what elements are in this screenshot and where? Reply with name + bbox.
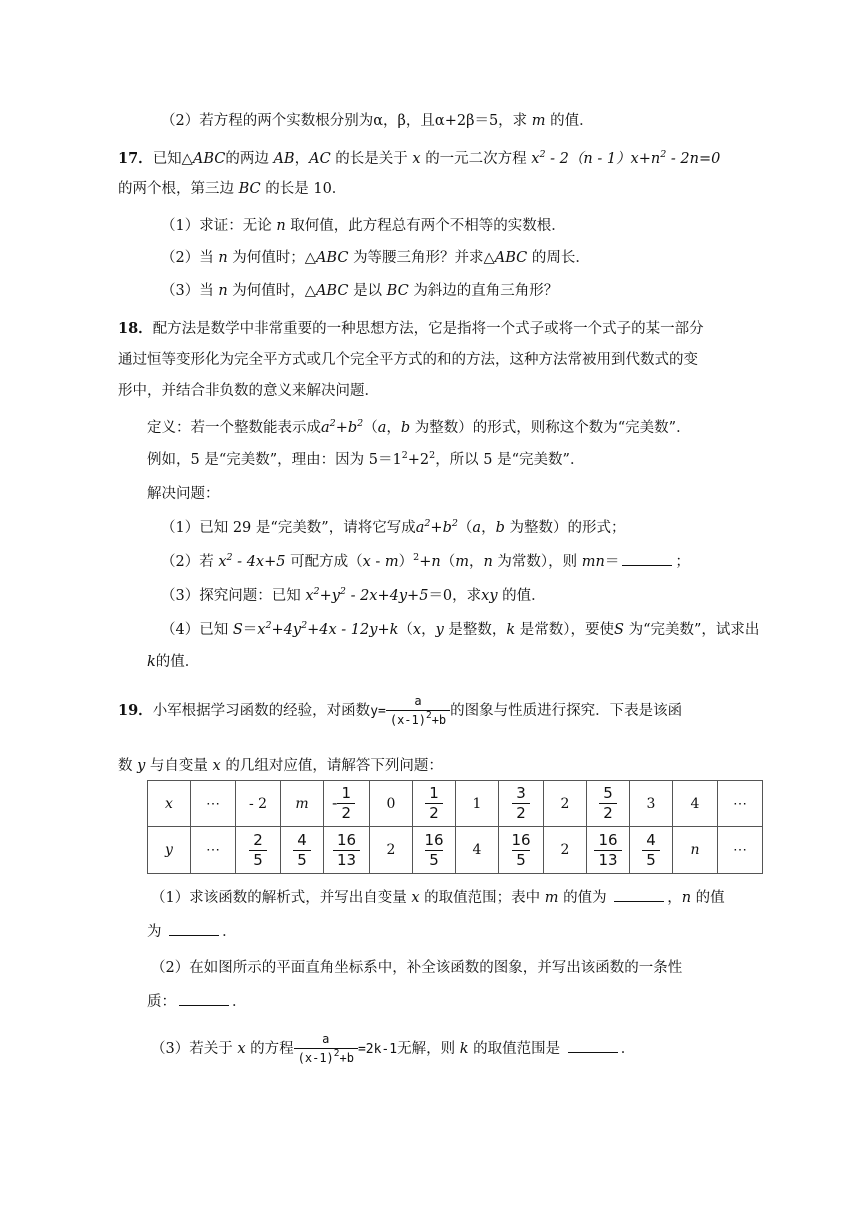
- q17-equation: $x^2 - 2(n - 1)x+n^2 - 2n=0$: [531, 149, 721, 167]
- q18-text: （4）已知: [161, 622, 229, 638]
- q19-text: 的图象与性质进行探究．下表是该函: [450, 703, 683, 719]
- q17-text: 为等腰三角形？并求△: [353, 250, 495, 266]
- q19-eq-rhs: =2k-1: [357, 1042, 398, 1057]
- table-row-y: [148, 827, 763, 874]
- table-cell: ⋯: [191, 827, 236, 874]
- q17-text: 的周长．: [531, 250, 590, 266]
- q19-text: 为: [147, 924, 162, 940]
- q18-number: 18．: [118, 320, 153, 337]
- q18-expr-a2b2: $a^2+b^2$: [321, 418, 364, 436]
- q17-abc: ABC: [315, 283, 349, 299]
- fraction: $\frac{3}{2}$: [512, 785, 530, 822]
- q19-part1: （1）求该函数的解析式，并写出自变量 x 的取值范围；表中 m 的值为 ，n 的值: [151, 890, 725, 906]
- q19-text: （1）求该函数的解析式，并写出自变量: [151, 890, 407, 906]
- q19-text: 的几组对应值，请解答下列问题：: [225, 758, 443, 774]
- table-cell: - 2: [236, 781, 281, 827]
- q17-bc: BC: [238, 181, 261, 197]
- answer-blank: [169, 923, 219, 936]
- q18-text: 解决问题：: [147, 486, 220, 502]
- q17-abc: ABC: [192, 151, 226, 167]
- q19-line2: 数 y 与自变量 x 的几组对应值，请解答下列问题：: [118, 758, 443, 774]
- table-cell: [236, 827, 281, 874]
- q17-ac: AC: [309, 151, 331, 167]
- q17-line1: [118, 149, 720, 169]
- fraction: $\frac{1}{2}$: [337, 785, 355, 822]
- q19-text: 与自变量: [149, 758, 208, 774]
- answer-blank: [568, 1040, 618, 1053]
- fraction: $\frac{4}{5}$: [293, 832, 311, 869]
- q18-text: 为“完美数”，试求出: [628, 622, 760, 638]
- q19-func-den: $(x-1)^2+b$: [386, 710, 450, 728]
- table-cell: 1: [456, 781, 499, 827]
- q19-text: ．: [620, 1041, 636, 1057]
- table-cell: [324, 827, 370, 874]
- fraction: $\frac{16}{13}$: [594, 832, 621, 869]
- answer-blank: [614, 889, 664, 902]
- table-cell: ⋯: [191, 781, 236, 827]
- q17-text: 为何值时；△: [232, 250, 316, 266]
- q19-func-fraction: [386, 694, 450, 728]
- q17-n: n: [276, 218, 286, 234]
- q19-text: ．: [222, 924, 237, 940]
- q17-text: 为何值时，△: [232, 283, 316, 299]
- q18-line1: [118, 319, 704, 339]
- table-cell-label: x: [148, 781, 191, 827]
- q17-abc: ABC: [494, 250, 528, 266]
- q16-var-m: m: [531, 113, 546, 129]
- q17-number: 17．: [118, 150, 153, 167]
- q16-part2-end: 的值．: [550, 113, 594, 129]
- table-cell: 2: [544, 781, 587, 827]
- q19-text: ．: [232, 994, 247, 1010]
- q17-bc: BC: [386, 283, 409, 299]
- answer-blank: [622, 553, 672, 566]
- table-row-x: [148, 781, 763, 827]
- q18-part2: （2）若 $x^2 - 4x+5$ 可配方成（x - m）$^2$+n（m，n 为常数），则 mn＝ ；: [161, 552, 690, 570]
- table-cell: ⋯: [718, 781, 763, 827]
- q17-comma: ，: [294, 151, 310, 167]
- q19-part2: [151, 958, 682, 978]
- q19-text: 无解，则: [397, 1041, 456, 1057]
- q19-number: 19．: [118, 702, 153, 719]
- q17-text: 的两边: [225, 151, 269, 167]
- table-cell: 3: [630, 781, 673, 827]
- q17-part2: [161, 248, 590, 268]
- q19-text: 的值为: [563, 890, 607, 906]
- q17-x: x: [412, 151, 421, 167]
- q19-text: （3）若关于: [151, 1041, 233, 1057]
- q17-part1: [161, 216, 566, 236]
- q19-text: （2）在如图所示的平面直角坐标系中，补全该函数的图象，并写出该函数的一条性: [151, 960, 683, 976]
- q19-part3: （3）若关于 x 的方程 $\frac{a}{(x-1)^2+b}$ =2k-1无解，则 k 的取值范围是 ．: [151, 1032, 636, 1065]
- q18-text: 可配方成（: [290, 554, 363, 570]
- table-cell: [281, 827, 324, 874]
- q17-text: 已知△: [152, 151, 193, 167]
- q18-part3: （3）探究问题：已知 $x^2+y^2 - 2x+4y+5=0$，求xy 的值．: [161, 586, 546, 604]
- q19-func-lhs: y=: [370, 704, 386, 719]
- table-cell: [499, 781, 544, 827]
- table-cell: 2: [370, 827, 413, 874]
- fraction: $\frac{2}{5}$: [249, 832, 267, 869]
- q18-text: 为常数），则: [497, 554, 578, 570]
- q19-part2-cont: [147, 992, 247, 1012]
- q18-text: ＝0，求: [428, 588, 482, 604]
- q18-text: ＝: [604, 554, 620, 570]
- table-cell: m: [281, 781, 324, 827]
- q19-text: 质：: [147, 994, 176, 1010]
- q18-expr-s: S: [232, 622, 243, 638]
- q19-eq-fraction: [294, 1032, 358, 1066]
- q17-abc: ABC: [315, 250, 349, 266]
- table-cell: [499, 827, 544, 874]
- q19-line1: [118, 692, 682, 731]
- table-cell: n: [673, 827, 718, 874]
- fraction: $\frac{4}{5}$: [642, 832, 660, 869]
- q18-text: （: [363, 420, 378, 436]
- q19-text: 的取值范围；表中: [424, 890, 541, 906]
- q19-func-num: a: [414, 694, 422, 708]
- q18-line3: [118, 381, 379, 401]
- q18-expr-a2b2: $a^2+b^2$: [415, 518, 458, 536]
- q18-part4: （4）已知 $S=x^2+4y^2+4x - 12y+k(x$，y 是整数，k 是常数），要使S 为“完美数”，试求出: [161, 620, 760, 638]
- q17-text: 是以: [353, 283, 383, 299]
- q19-text: 的方程: [250, 1041, 294, 1057]
- q18-text: 是整数，: [448, 622, 507, 638]
- fraction: $\frac{1}{2}$: [425, 785, 443, 822]
- table-cell: - $\frac{1}{2}$: [324, 781, 370, 827]
- q18-vars-ab: a: [377, 420, 387, 436]
- table-cell: 4: [673, 781, 718, 827]
- fraction: $\frac{16}{5}$: [424, 830, 444, 869]
- q18-text: 是常数），要使: [519, 622, 615, 638]
- q18-expr-eq: $x^2+y^2 - 2x+4y+5$: [305, 586, 429, 604]
- table-cell: ⋯: [718, 827, 763, 874]
- q18-text: （2）若: [161, 554, 214, 570]
- q17-text: 的两个根，第三边: [118, 181, 234, 197]
- q18-part1: （1）已知 29 是“完美数”，请将它写成$a^2+b^2(a$，b 为整数）的形式；: [161, 518, 626, 536]
- q18-text: 的值．: [502, 588, 546, 604]
- table-cell: [630, 827, 673, 874]
- q18-text: 通过恒等变形化为完全平方式或几个完全平方式的和的方法，这种方法常被用到代数式的变: [118, 352, 698, 368]
- table-cell: 4: [456, 827, 499, 874]
- fraction: $\frac{5}{2}$: [599, 785, 617, 822]
- table-cell: [413, 781, 456, 827]
- fraction: $\frac{16}{5}$: [511, 830, 531, 869]
- q19-eq-den: $(x-1)^2+b$: [294, 1048, 358, 1066]
- values-table: [147, 780, 763, 874]
- q18-text: ；: [675, 554, 690, 570]
- q18-text: （3）探究问题：已知: [161, 588, 301, 604]
- table-cell-label: y: [148, 827, 191, 874]
- answer-blank: [179, 993, 229, 1006]
- q17-ab: AB: [273, 151, 295, 167]
- q18-expr-quad: $x^2 - 4x+5$: [218, 552, 286, 570]
- q17-text: 的一元二次方程: [425, 151, 527, 167]
- q19-text: 小军根据学习函数的经验，对函数: [152, 703, 371, 719]
- q19-text: 数: [118, 758, 133, 774]
- q18-example: 例如，5 是“完美数”，理由：因为 $5=1^2+2^2$，所以 5 是“完美数”．: [147, 450, 585, 468]
- q19-part1-cont: [147, 922, 237, 942]
- table-cell: 0: [370, 781, 413, 827]
- q18-text: （1）已知 29 是“完美数”，请将它写成: [161, 520, 416, 536]
- q18-text: 配方法是数学中非常重要的一种思想方法，它是指将一个式子或将一个式子的某一部分: [152, 321, 704, 337]
- q16-part2: [161, 111, 594, 131]
- q17-text: （1）求证：无论: [161, 218, 272, 234]
- q18-line2: [118, 350, 698, 370]
- q19-text: 的取值范围是: [473, 1041, 561, 1057]
- q18-text: 定义：若一个整数能表示成: [147, 420, 321, 436]
- q19-eq-num: a: [322, 1032, 330, 1046]
- q18-part4-cont: k的值．: [147, 654, 200, 670]
- q18-solve: [147, 484, 220, 504]
- fraction: $\frac{16}{13}$: [333, 832, 360, 869]
- table-cell: [587, 827, 630, 874]
- table-cell: [587, 781, 630, 827]
- q16-part2-text: （2）若方程的两个实数根分别为α，β，且α+2β＝5，求: [161, 113, 528, 129]
- q18-definition: 定义：若一个整数能表示成$a^2+b^2(a$，b 为整数）的形式，则称这个数为“完美数”．: [147, 418, 691, 436]
- table-cell: [413, 827, 456, 874]
- q19-text: 的值: [695, 890, 725, 906]
- q17-n: n: [218, 250, 228, 266]
- q18-text: 为整数）的形式；: [509, 520, 626, 536]
- q18-text: 形中，并结合非负数的意义来解决问题．: [118, 383, 379, 399]
- q17-text: 的长是关于: [335, 151, 408, 167]
- q18-text: 为整数）的形式，则称这个数为“完美数”．: [414, 420, 691, 436]
- q17-text: （3）当: [161, 283, 214, 299]
- q18-text: 的值．: [155, 654, 200, 670]
- table-cell: 2: [544, 827, 587, 874]
- q17-text: 取何值，此方程总有两个不相等的实数根．: [290, 218, 566, 234]
- q17-n: n: [218, 283, 228, 299]
- q17-text: 的长是 10．: [265, 181, 347, 197]
- q17-line2: [118, 179, 346, 199]
- q17-text: 为斜边的直角三角形？: [413, 283, 559, 299]
- q17-part3: [161, 281, 558, 301]
- q17-text: （2）当: [161, 250, 214, 266]
- q19-text: ，: [667, 890, 682, 906]
